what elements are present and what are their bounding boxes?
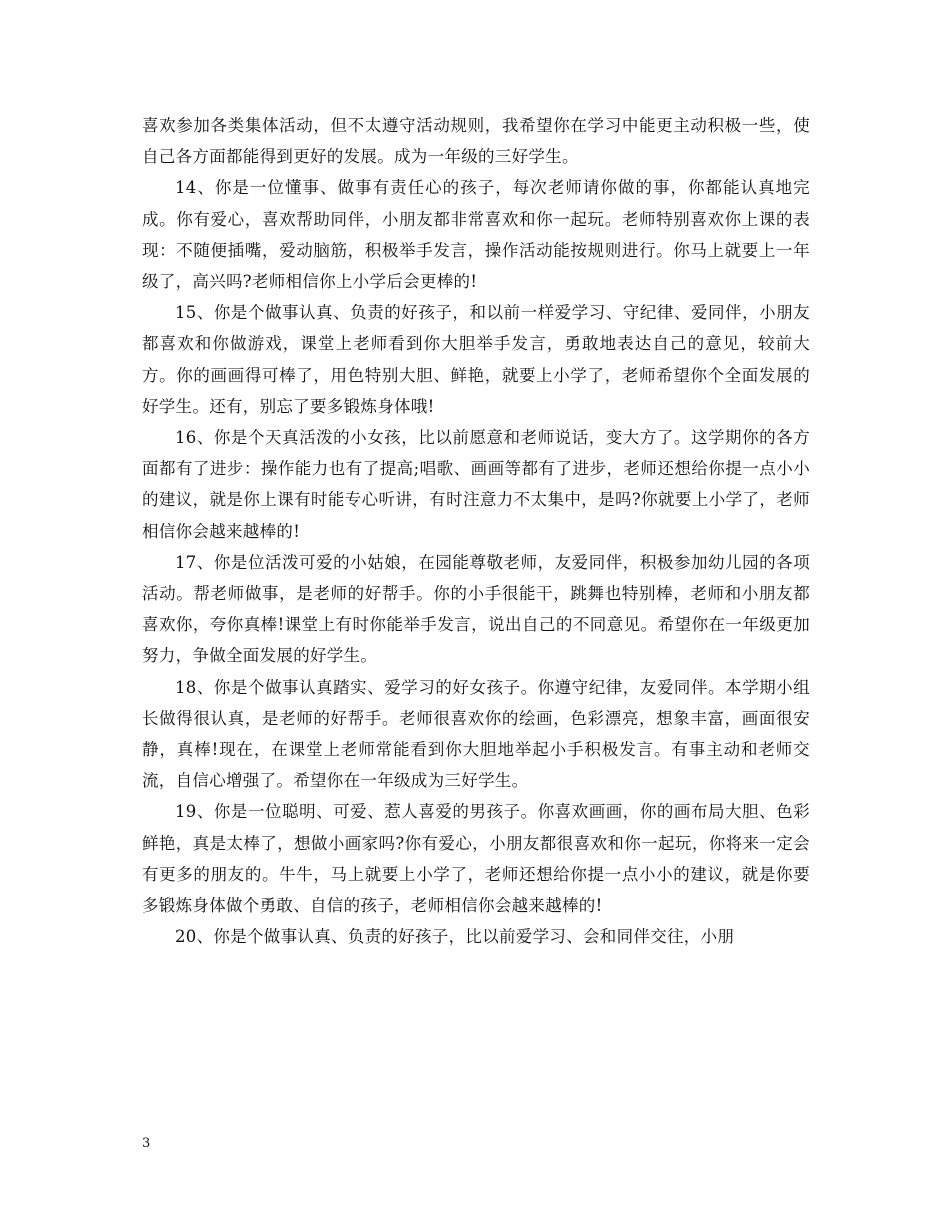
paragraph-comment-15: 15、你是个做事认真、负责的好孩子，和以前一样爱学习、守纪律、爱同伴，小朋友都喜欢和你做游戏，课堂上老师看到你大胆举手发言，勇敢地表达自己的意见，较前大方。你的画画得可棒了，用色特别大胆、鲜艳，就要上小学了，老师希望你个全面发展的好学生。还有，别忘了要多锻炼身体哦! — [142, 303, 810, 416]
paragraph-comment-19: 19、你是一位聪明、可爱、惹人喜爱的男孩子。你喜欢画画，你的画布局大胆、色彩鲜艳，真是太棒了，想做小画家吗?你有爱心，小朋友都很喜欢和你一起玩，你将来一定会有更多的朋友的。牛牛，马上就要上小学了，老师还想给你提一点小小的建议，就是你要多锻炼身体做个勇敢、自信的孩子，老师相信你会越来越棒的! — [142, 802, 810, 916]
paragraph-comment-17: 17、你是位活泼可爱的小姑娘，在园能尊敬老师，友爱同伴，积极参加幼儿园的各项活动。帮老师做事，是老师的好帮手。你的小手很能干，跳舞也特别棒，老师和小朋友都喜欢你，夸你真棒!课堂上有时你能举手发言，说出自己的不同意见。希望你在一年级更加努力，争做全面发展的好学生。 — [142, 552, 810, 666]
paragraph-comment-20: 20、你是个做事认真、负责的好孩子，比以前爱学习、会和同伴交往，小朋 — [175, 927, 735, 947]
page-number: 3 — [142, 1136, 151, 1151]
paragraph-comment-18: 18、你是个做事认真踏实、爱学习的好女孩子。你遵守纪律，友爱同伴。本学期小组长做得很认真，是老师的好帮手。老师很喜欢你的绘画，色彩漂亮，想象丰富，画面很安静，真棒!现在，在课堂上老师常能看到你大胆地举起小手积极发言。有事主动和老师交流，自信心增强了。希望你在一年级成为三好学生。 — [142, 677, 810, 791]
paragraph-continuation: 喜欢参加各类集体活动，但不太遵守活动规则，我希望你在学习中能更主动积极一些，使自己各方面都能得到更好的发展。成为一年级的三好学生。 — [142, 116, 810, 167]
paragraph-comment-14: 14、你是一位懂事、做事有责任心的孩子，每次老师请你做的事，你都能认真地完成。你有爱心，喜欢帮助同伴，小朋友都非常喜欢和你一起玩。老师特别喜欢你上课的表现：不随便插嘴，爱动脑筋，积极举手发言，操作活动能按规则进行。你马上就要上一年级了，高兴吗?老师相信你上小学后会更棒的! — [142, 178, 810, 292]
paragraph-comment-16: 16、你是个天真活泼的小女孩，比以前愿意和老师说话，变大方了。这学期你的各方面都有了进步：操作能力也有了提高;唱歌、画画等都有了进步，老师还想给你提一点小小的建议，就是你上课有时能专心听讲，有时注意力不太集中，是吗?你就要上小学了，老师相信你会越来越棒的! — [142, 428, 810, 541]
document-body — [142, 110, 810, 952]
